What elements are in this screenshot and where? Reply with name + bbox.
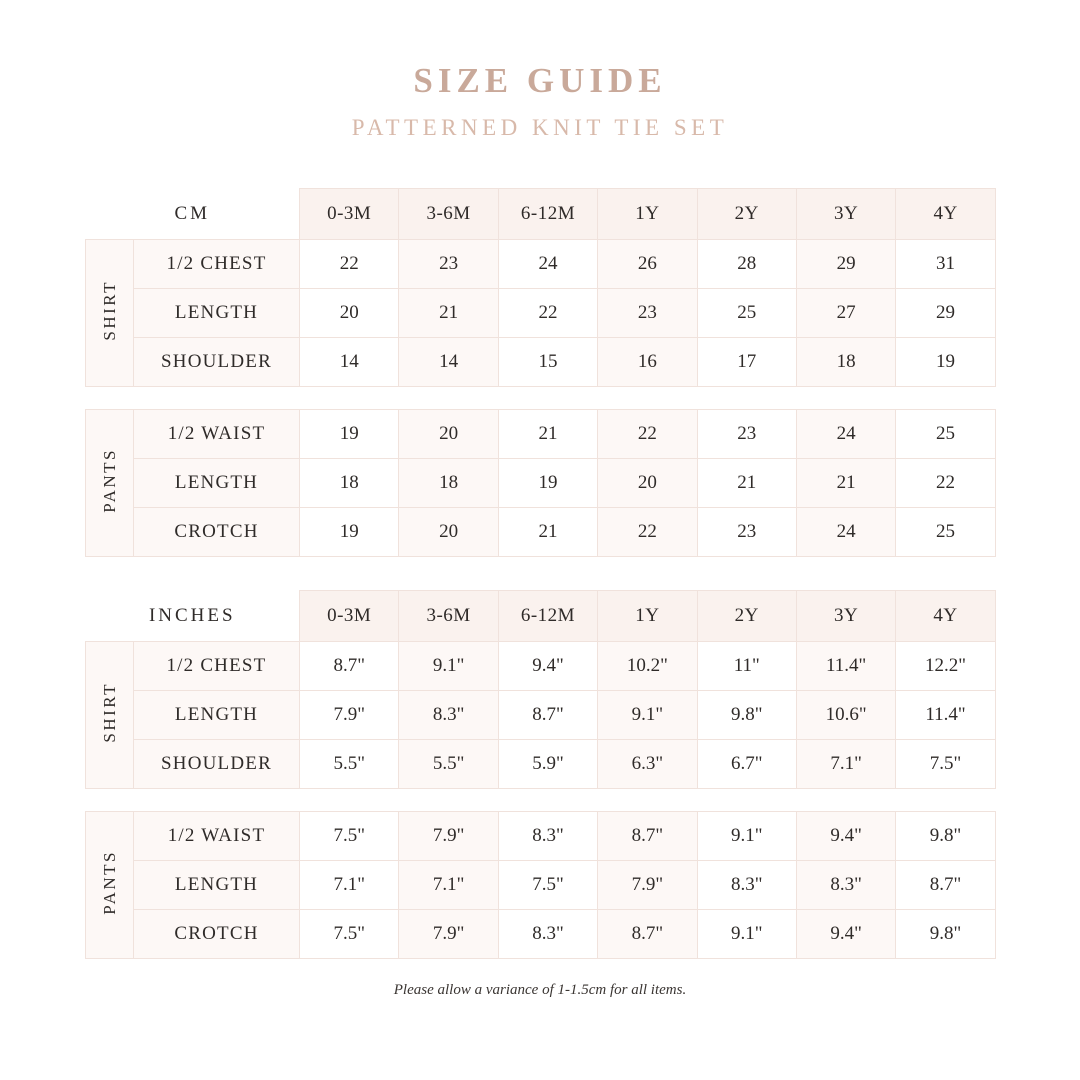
measurement-value: 5.9" (498, 740, 597, 789)
row-group-text: PANTS (99, 849, 119, 915)
measurement-value: 31 (896, 240, 995, 289)
measurement-value: 9.8" (896, 812, 995, 861)
size-table-inches (85, 590, 995, 959)
column-header: 3Y (796, 189, 895, 240)
column-header: 6-12M (498, 591, 597, 642)
measurement-value: 8.3" (697, 861, 796, 910)
measurement-value: 22 (498, 289, 597, 338)
measurement-value: 21 (498, 410, 597, 459)
measurement-value: 5.5" (300, 740, 399, 789)
measurement-value: 9.1" (697, 910, 796, 959)
measurement-value: 14 (300, 338, 399, 387)
measurement-value: 23 (598, 289, 697, 338)
measurement-value: 7.9" (598, 861, 697, 910)
measurement-value: 16 (598, 338, 697, 387)
table-row (86, 910, 996, 959)
measurement-value: 9.8" (697, 691, 796, 740)
measurement-label: SHOULDER (134, 740, 300, 789)
measurement-value: 10.2" (598, 642, 697, 691)
measurement-value: 7.5" (300, 910, 399, 959)
measurement-value: 15 (498, 338, 597, 387)
table-row (86, 740, 996, 789)
unit-label: CM (86, 189, 300, 240)
row-group-label (86, 812, 134, 959)
row-group-text: SHIRT (99, 681, 119, 743)
measurement-value: 29 (796, 240, 895, 289)
measurement-value: 7.1" (300, 861, 399, 910)
measurement-value: 22 (300, 240, 399, 289)
page-title: SIZE GUIDE (413, 61, 667, 100)
measurement-value: 8.3" (498, 812, 597, 861)
measurement-value: 5.5" (399, 740, 498, 789)
measurement-value: 8.7" (498, 691, 597, 740)
measurement-value: 7.5" (300, 812, 399, 861)
measurement-value: 25 (896, 410, 995, 459)
measurement-value: 11" (697, 642, 796, 691)
measurement-value: 20 (300, 289, 399, 338)
measurement-value: 9.4" (498, 642, 597, 691)
table-header-row (86, 189, 996, 240)
measurement-value: 17 (697, 338, 796, 387)
measurement-value: 20 (399, 410, 498, 459)
measurement-label: 1/2 CHEST (134, 240, 300, 289)
measurement-label: LENGTH (134, 289, 300, 338)
measurement-value: 8.7" (300, 642, 399, 691)
table-row (86, 642, 996, 691)
measurement-label: 1/2 WAIST (134, 812, 300, 861)
measurement-value: 8.7" (896, 861, 995, 910)
table-row (86, 861, 996, 910)
measurement-label: CROTCH (134, 910, 300, 959)
measurement-value: 7.1" (399, 861, 498, 910)
measurement-value: 19 (896, 338, 995, 387)
measurement-value: 22 (598, 410, 697, 459)
page-header (0, 0, 1080, 140)
measurement-value: 26 (598, 240, 697, 289)
measurement-label: 1/2 CHEST (134, 642, 300, 691)
measurement-value: 12.2" (896, 642, 995, 691)
measurement-value: 21 (697, 459, 796, 508)
measurement-value: 8.3" (399, 691, 498, 740)
measurement-value: 29 (896, 289, 995, 338)
measurement-value: 11.4" (796, 642, 895, 691)
table-row (86, 508, 996, 557)
measurement-value: 9.1" (697, 812, 796, 861)
table-row (86, 812, 996, 861)
table-spacer (86, 387, 996, 410)
column-header: 3-6M (399, 189, 498, 240)
column-header: 1Y (598, 591, 697, 642)
table-header-row (86, 591, 996, 642)
measurement-label: CROTCH (134, 508, 300, 557)
measurement-value: 22 (598, 508, 697, 557)
footnote: Please allow a variance of 1-1.5cm for all items. (393, 982, 687, 998)
measurement-value: 23 (697, 410, 796, 459)
measurement-value: 25 (896, 508, 995, 557)
measurement-value: 8.3" (796, 861, 895, 910)
measurement-value: 18 (796, 338, 895, 387)
measurement-value: 25 (697, 289, 796, 338)
measurement-value: 9.1" (399, 642, 498, 691)
measurement-label: SHOULDER (134, 338, 300, 387)
table-row (86, 410, 996, 459)
unit-label: INCHES (86, 591, 300, 642)
measurement-value: 19 (498, 459, 597, 508)
measurement-value: 9.4" (796, 910, 895, 959)
measurement-value: 9.8" (896, 910, 995, 959)
measurement-value: 7.5" (896, 740, 995, 789)
table-row (86, 459, 996, 508)
column-header: 6-12M (498, 189, 597, 240)
column-header: 4Y (896, 591, 995, 642)
measurement-value: 7.1" (796, 740, 895, 789)
measurement-value: 6.3" (598, 740, 697, 789)
table-row (86, 240, 996, 289)
table-spacer (86, 789, 996, 812)
table-row (86, 289, 996, 338)
row-group-label (86, 410, 134, 557)
measurement-value: 14 (399, 338, 498, 387)
measurement-value: 9.1" (598, 691, 697, 740)
column-header: 3-6M (399, 591, 498, 642)
measurement-value: 18 (300, 459, 399, 508)
measurement-value: 24 (796, 508, 895, 557)
size-table (85, 188, 996, 557)
measurement-value: 24 (796, 410, 895, 459)
measurement-value: 7.9" (399, 910, 498, 959)
row-group-label (86, 240, 134, 387)
measurement-value: 7.9" (399, 812, 498, 861)
measurement-value: 22 (896, 459, 995, 508)
measurement-value: 20 (598, 459, 697, 508)
measurement-value: 21 (796, 459, 895, 508)
measurement-value: 21 (498, 508, 597, 557)
column-header: 0-3M (300, 591, 399, 642)
row-group-text: PANTS (99, 447, 119, 513)
table-row (86, 691, 996, 740)
measurement-label: LENGTH (134, 691, 300, 740)
measurement-value: 21 (399, 289, 498, 338)
measurement-value: 28 (697, 240, 796, 289)
measurement-label: 1/2 WAIST (134, 410, 300, 459)
measurement-value: 10.6" (796, 691, 895, 740)
size-table-cm (85, 188, 995, 557)
measurement-value: 8.3" (498, 910, 597, 959)
measurement-label: LENGTH (134, 861, 300, 910)
column-header: 2Y (697, 591, 796, 642)
column-header: 2Y (697, 189, 796, 240)
column-header: 1Y (598, 189, 697, 240)
row-group-label (86, 642, 134, 789)
measurement-value: 11.4" (896, 691, 995, 740)
measurement-value: 27 (796, 289, 895, 338)
measurement-value: 7.5" (498, 861, 597, 910)
measurement-value: 8.7" (598, 812, 697, 861)
measurement-value: 9.4" (796, 812, 895, 861)
size-table (85, 590, 996, 959)
measurement-label: LENGTH (134, 459, 300, 508)
measurement-value: 23 (399, 240, 498, 289)
row-group-text: SHIRT (99, 279, 119, 341)
measurement-value: 24 (498, 240, 597, 289)
measurement-value: 19 (300, 508, 399, 557)
page-subtitle: PATTERNED KNIT TIE SET (351, 114, 729, 140)
measurement-value: 6.7" (697, 740, 796, 789)
measurement-value: 18 (399, 459, 498, 508)
measurement-value: 7.9" (300, 691, 399, 740)
column-header: 4Y (896, 189, 995, 240)
measurement-value: 23 (697, 508, 796, 557)
column-header: 0-3M (300, 189, 399, 240)
measurement-value: 19 (300, 410, 399, 459)
measurement-value: 20 (399, 508, 498, 557)
table-row (86, 338, 996, 387)
column-header: 3Y (796, 591, 895, 642)
measurement-value: 8.7" (598, 910, 697, 959)
